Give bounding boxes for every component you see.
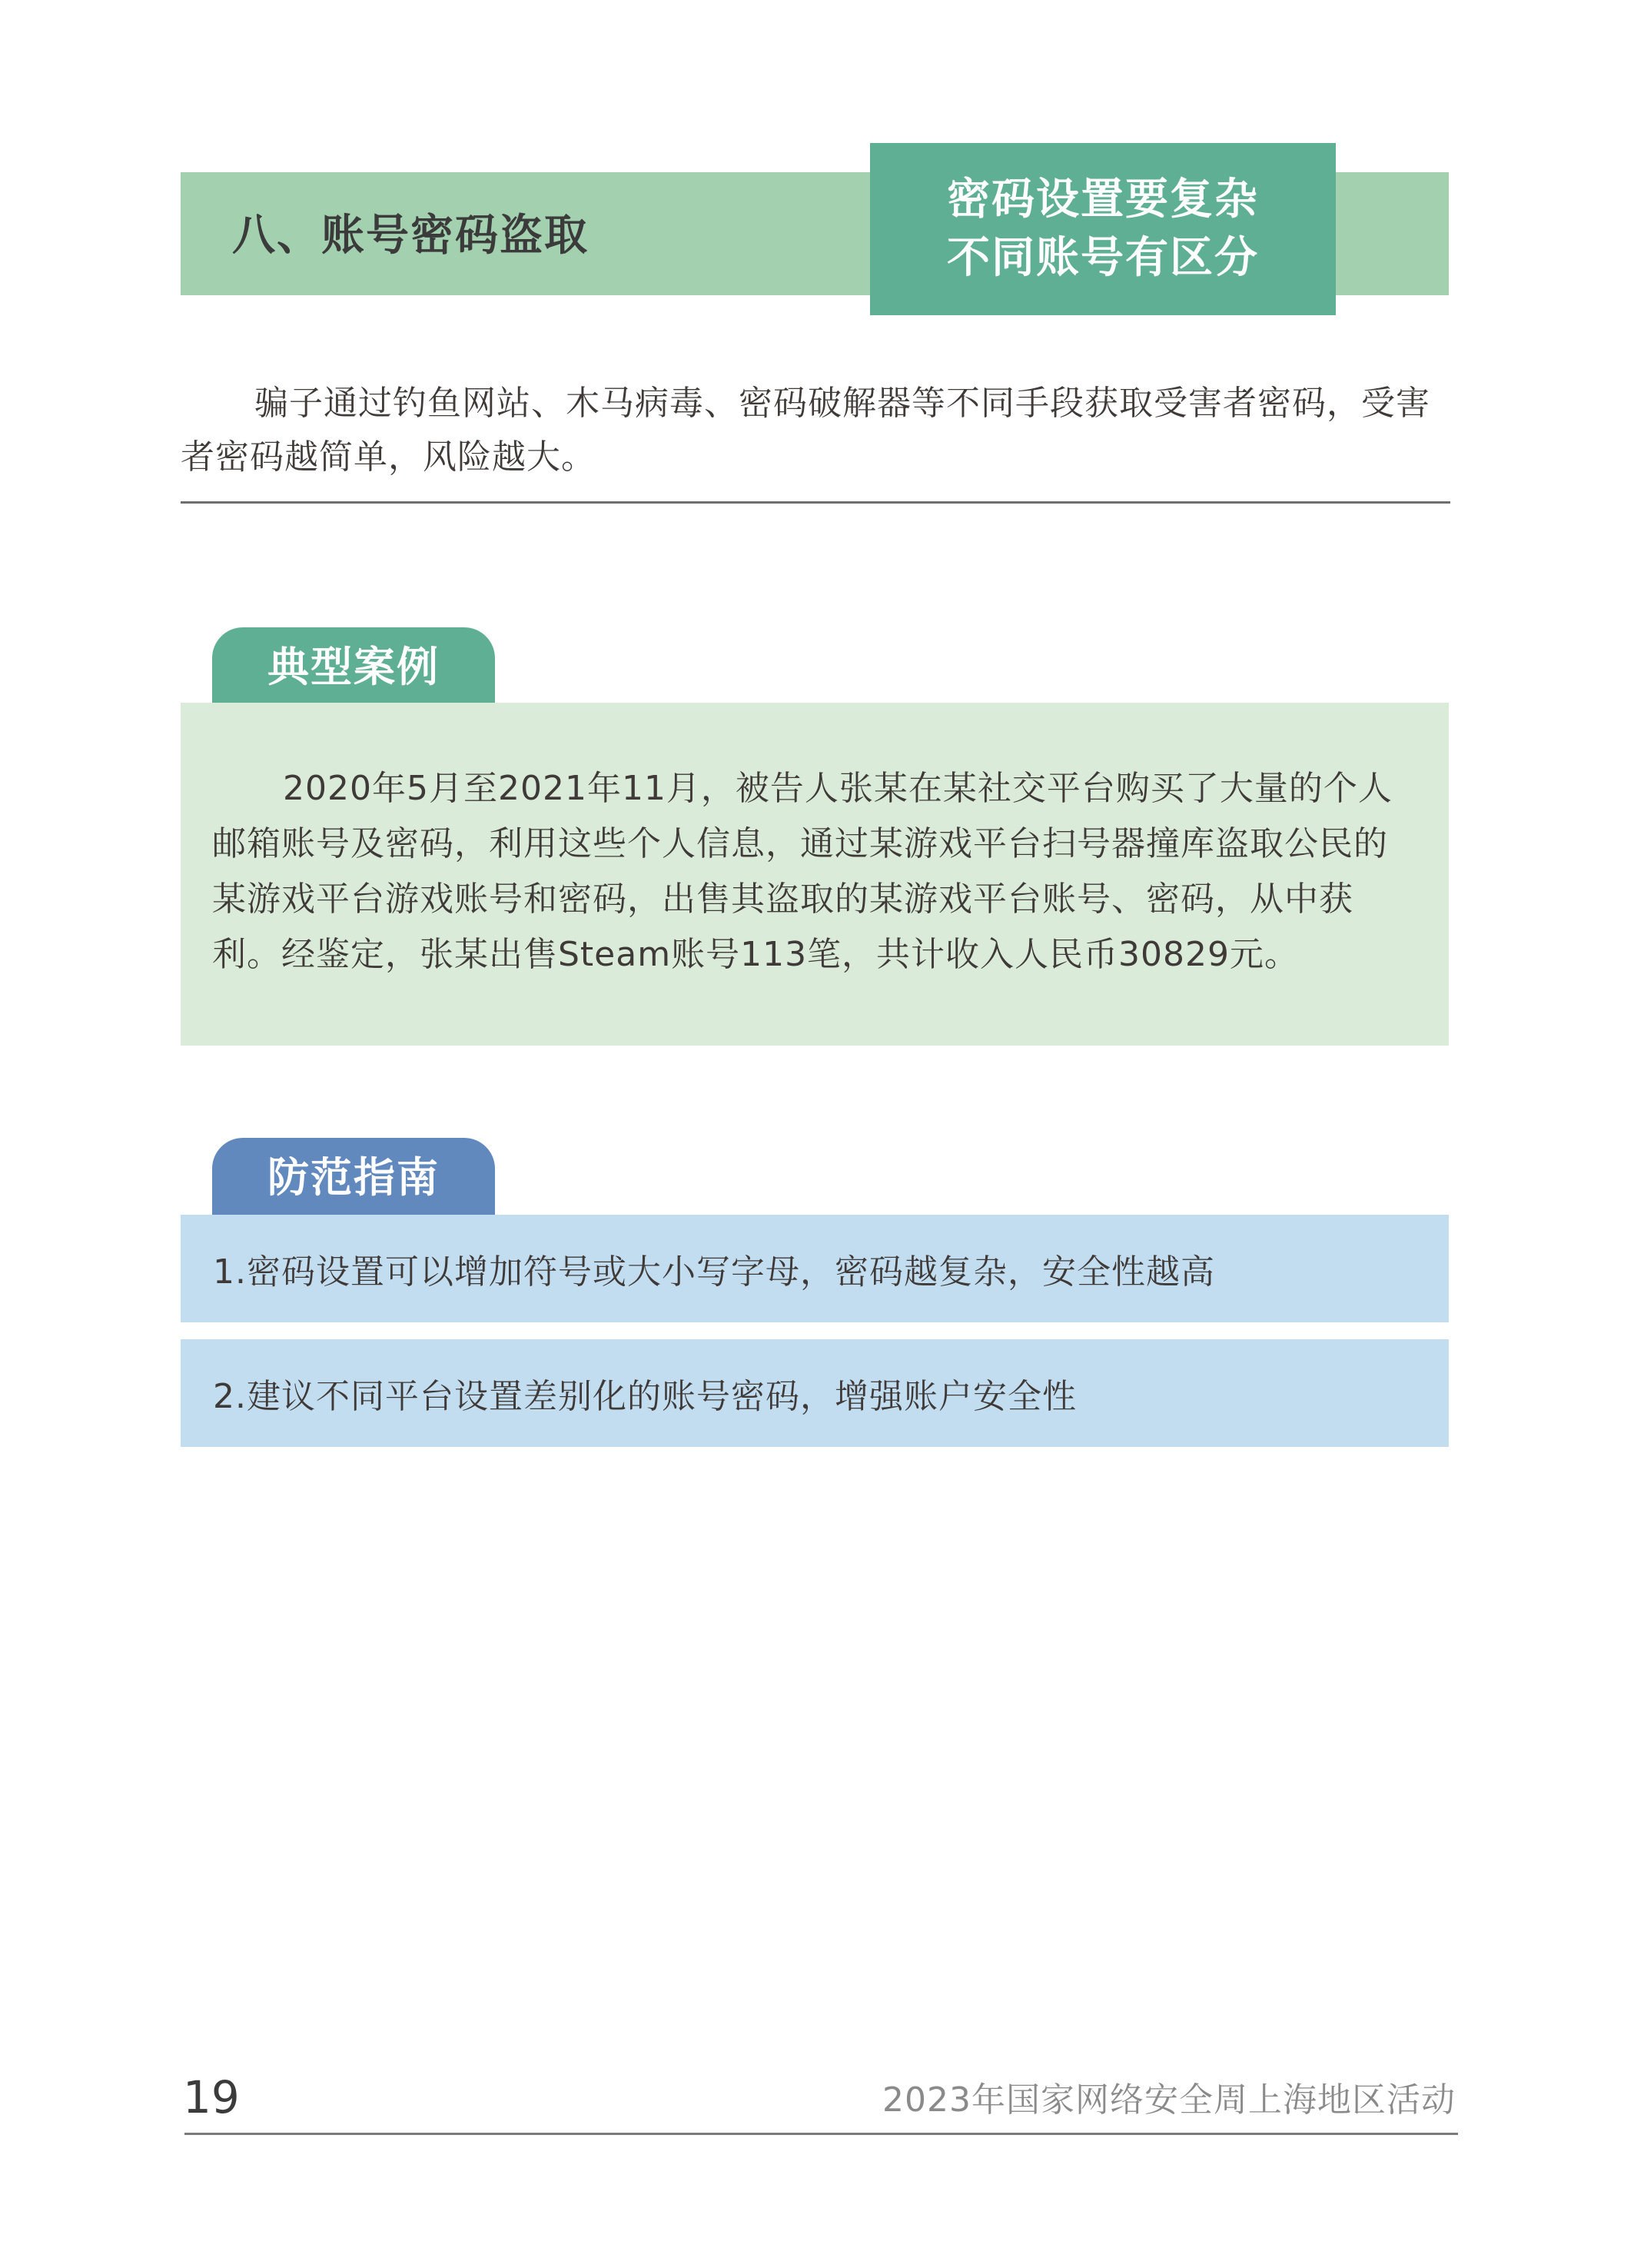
case-text: 2020年5月至2021年11月，被告人张某在某社交平台购买了大量的个人邮箱账号及密码，利用这些个人信息，通过某游戏平台扫号器撞库盗取公民的某游戏平台游戏账号和密码，出售其盗取的某游戏平台账号、密码，从中获利。经鉴定，张某出售Steam账号113笔，共计收入人民币30829元。 [212,769,1393,974]
footer-rule [184,2133,1458,2135]
guide-item-text: 1.密码设置可以增加符号或大小写字母，密码越复杂，安全性越高 [213,1252,1215,1292]
section-title: 八、账号密码盗取 [232,211,589,261]
slogan-line-2: 不同账号有区分 [947,233,1259,283]
slogan-box [870,143,1336,315]
guide-tab: 防范指南 [212,1138,495,1215]
guide-item [181,1339,1449,1447]
guide-item-text: 2.建议不同平台设置差别化的账号密码，增强账户安全性 [213,1377,1077,1416]
divider [181,501,1450,504]
guide-item [181,1215,1449,1322]
slogan-line-1: 密码设置要复杂 [947,175,1259,224]
intro-paragraph: 骗子通过钓鱼网站、木马病毒、密码破解器等不同手段获取受害者密码，受害者密码越简单，风险越大。 [181,384,1430,477]
page-number: 19 [183,2071,240,2123]
case-tab: 典型案例 [212,627,495,704]
footer-text: 2023年国家网络安全周上海地区活动 [882,2080,1456,2120]
